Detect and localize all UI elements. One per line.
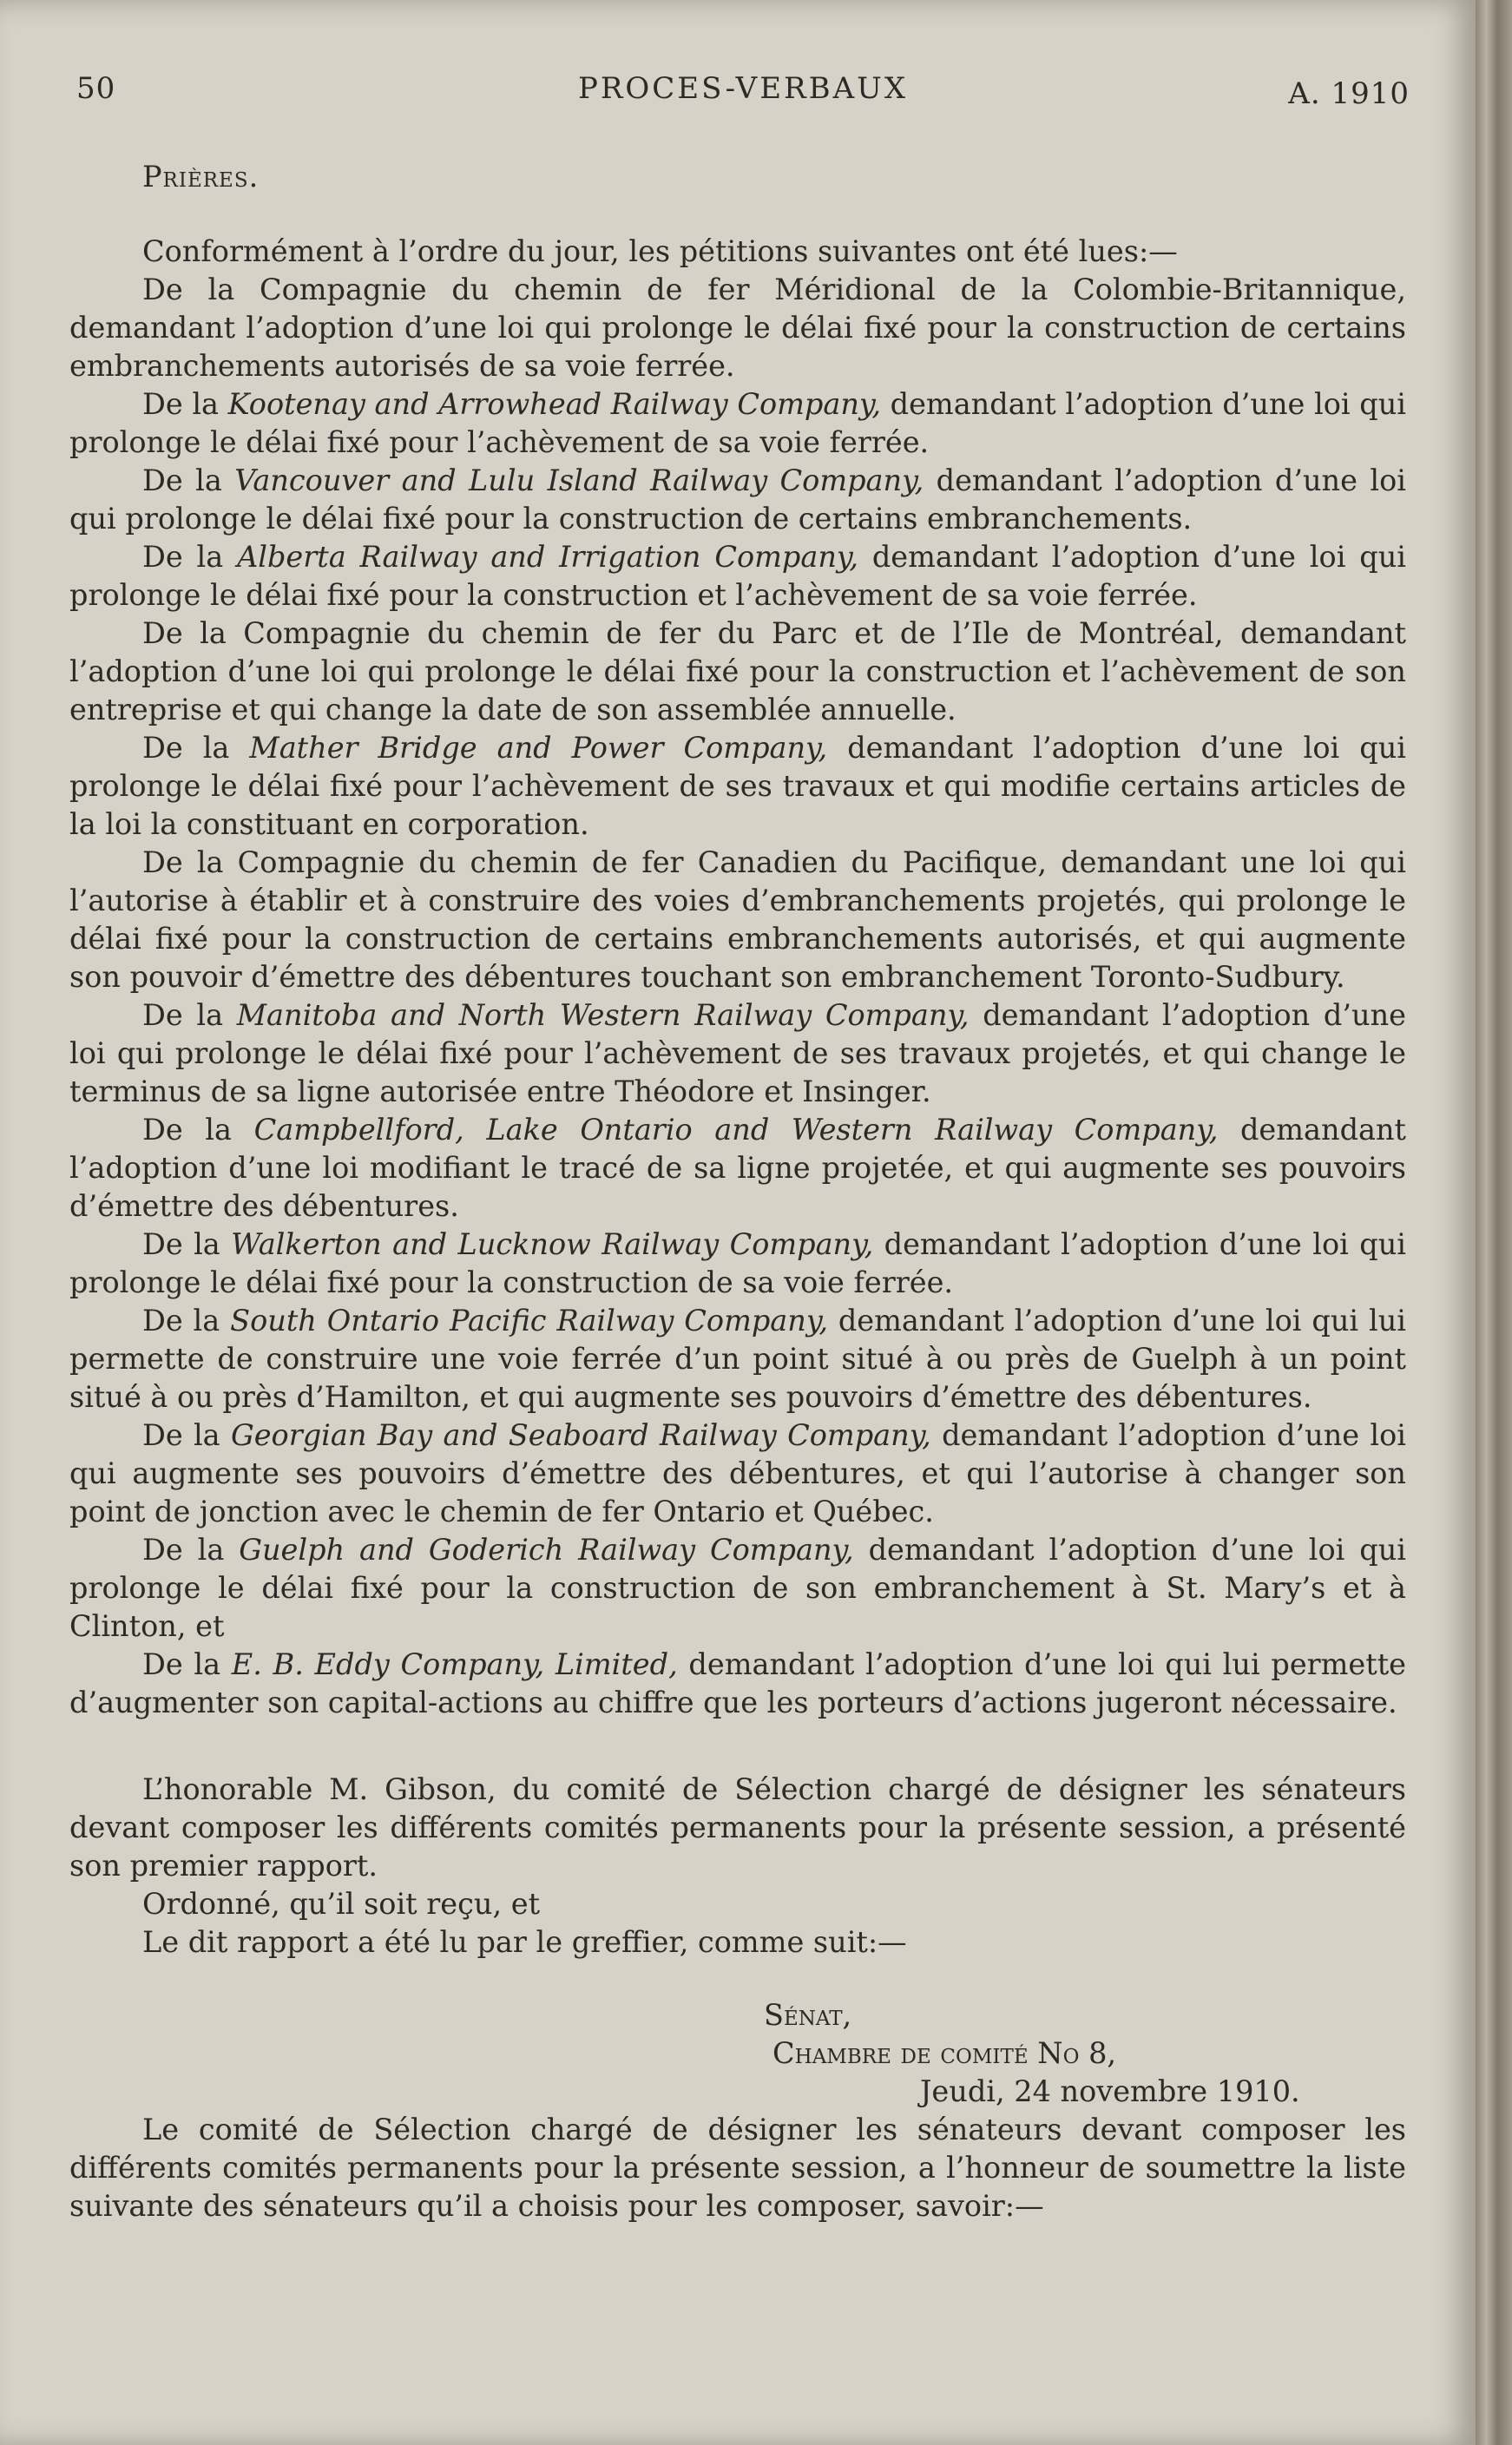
petition-paragraph: De la Vancouver and Lulu Island Railway Company, demandant l’adoption d’une loi qui prolonge le délai fixé pour la construction de certains embranchements. [69,463,1406,536]
ordered-line: Ordonné, qu’il soit reçu, et [142,1887,541,1921]
company-name: Alberta Railway and Irrigation Company, [237,540,859,574]
company-name: Campbellford, Lake Ontario and Western Railway Company, [253,1113,1219,1147]
petition-paragraph: De la Manitoba and North Western Railway Company, demandant l’adoption d’une loi qui prolonge le délai fixé pour l’achèvement de ses travaux projetés, et qui change le terminus de sa ligne autorisée entre Théodore et Insinger. [69,998,1406,1108]
running-head [76,71,1410,111]
company-name: Kootenay and Arrowhead Railway Company, [227,387,882,421]
petition-paragraph: De la Guelph and Goderich Railway Company, demandant l’adoption d’une loi qui prolonge le délai fixé pour la construction de son embranchement à St. Mary’s et à Clinton, et [69,1533,1406,1643]
petition-paragraph: De la E. B. Eddy Company, Limited, demandant l’adoption d’une loi qui lui permette d’augmenter son capital-actions au chiffre que les porteurs d’actions jugeront nécessaire. [69,1647,1407,1719]
petition-paragraph: De la Campbellford, Lake Ontario and Western Railway Company, demandant l’adoption d’une loi modifiant le tracé de sa ligne projetée, et qui augmente ses pouvoirs d’émettre des débentures. [69,1113,1407,1223]
intro-paragraph: Conformément à l’ordre du jour, les pétitions suivantes ont été lues:— [142,234,1178,268]
page-number: 50 [76,71,116,106]
letter-place: Sénat, [764,1998,852,2032]
letter-date: Jeudi, 24 novembre 1910. [920,2074,1300,2108]
petition-paragraph: De la Alberta Railway and Irrigation Company, demandant l’adoption d’une loi qui prolonge le délai fixé pour la construction et l’achèvement de sa voie ferrée. [69,540,1406,612]
company-name: Georgian Bay and Seaboard Railway Company, [230,1418,931,1452]
read-line: Le dit rapport a été lu par le greffier, comme suit:— [142,1925,907,1959]
petition-paragraph: De la Georgian Bay and Seaboard Railway Company, demandant l’adoption d’une loi qui augmente ses pouvoirs d’émettre des débentures, et qui l’autorise à changer son point de jonction avec le chemin de fer Ontario et Québec. [69,1418,1406,1528]
section-heading: Prières. [142,160,260,194]
petition-paragraph: De la Mather Bridge and Power Company, demandant l’adoption d’une loi qui prolonge le délai fixé pour l’achèvement de ses travaux et qui modifie certains articles de la loi la constituant en corporation. [69,731,1406,841]
report-intro: L’honorable M. Gibson, du comité de Sélection chargé de désigner les sénateurs devant composer les différents comités permanents pour la présente session, a présenté son premier rapport. [69,1772,1406,1883]
petition-paragraph: De la South Ontario Pacific Railway Company, demandant l’adoption d’une loi qui lui permette de construire une voie ferrée d’un point situé à ou près de Guelph à un point situé à ou près d’Hamilton, et qui augmente ses pouvoirs d’émettre des débentures. [69,1304,1406,1414]
petition-paragraph: De la Kootenay and Arrowhead Railway Company, demandant l’adoption d’une loi qui prolonge le délai fixé pour l’achèvement de sa voie ferrée. [69,387,1407,459]
company-name: Vancouver and Lulu Island Railway Company, [234,463,924,497]
petition-paragraph: De la Compagnie du chemin de fer Méridional de la Colombie-Britannique, demandant l’adoption d’une loi qui prolonge le délai fixé pour la construction de certains embranchements autorisés de sa voie ferrée. [69,273,1406,383]
petition-paragraph: De la Compagnie du chemin de fer Canadien du Pacifique, demandant une loi qui l’autorise à établir et à construire des voies d’embranchements projetés, qui prolonge le délai fixé pour la construction de certains embranchements autorisés, et qui augmente son pouvoir d’émettre des débentures touchant son embranchement Toronto-Sudbury. [69,845,1406,994]
company-name: Walkerton and Lucknow Railway Company, [231,1227,874,1261]
company-name: Mather Bridge and Power Company, [249,731,828,765]
company-name: South Ontario Pacific Railway Company, [230,1304,828,1338]
petition-paragraph: De la Walkerton and Lucknow Railway Company, demandant l’adoption d’une loi qui prolonge le délai fixé pour la construction de sa voie ferrée. [69,1227,1407,1299]
company-name: Guelph and Goderich Railway Company, [239,1533,854,1567]
closing-paragraph: Le comité de Sélection chargé de désigner les sénateurs devant composer les différents comités permanents pour la présente session, a l’honneur de soumettre la liste suivante des sénateurs qu’il a choisis pour les composer, savoir:— [69,2113,1406,2223]
company-name: E. B. Eddy Company, Limited, [231,1647,678,1681]
page-title: PROCES-VERBAUX [577,71,909,106]
book-binding-edge [1476,0,1512,2445]
letter-room: Chambre de comité No 8, [772,2036,1117,2070]
petition-paragraph: De la Compagnie du chemin de fer du Parc et de l’Ile de Montréal, demandant l’adoption d’une loi qui prolonge le délai fixé pour la construction et l’achèvement de son entreprise et qui change la date de son assemblée annuelle. [69,616,1406,726]
page-year: A. 1910 [1288,76,1410,111]
company-name: Manitoba and North Western Railway Company, [236,998,970,1032]
body-text [69,158,1406,2225]
